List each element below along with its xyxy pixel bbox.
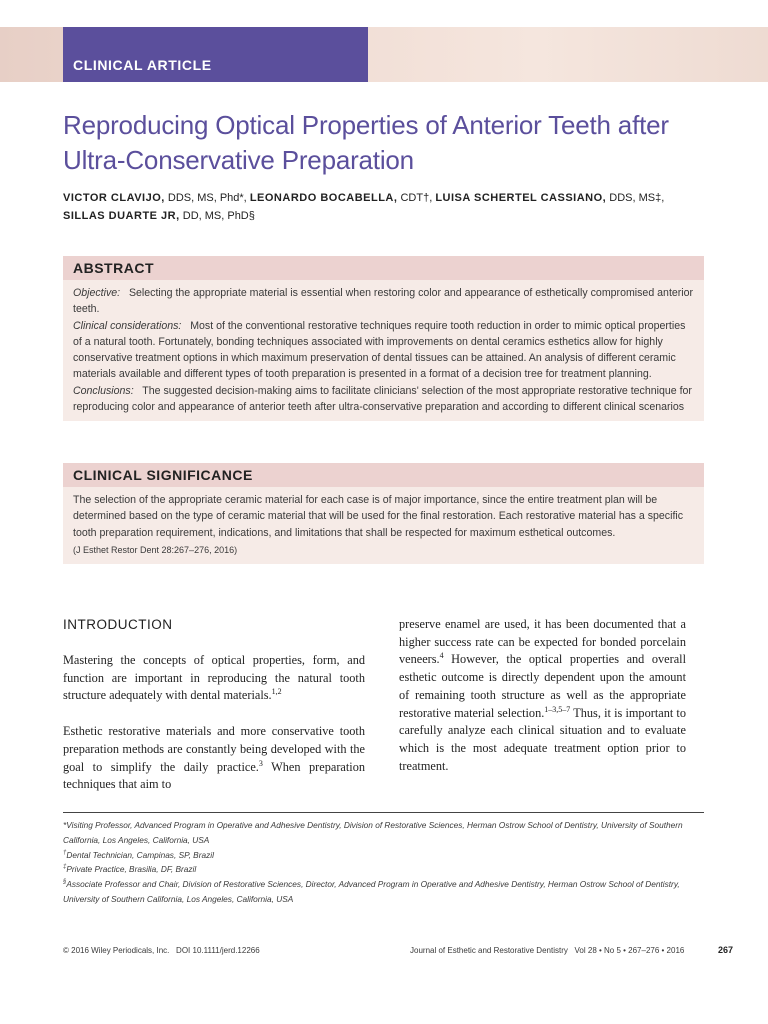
copyright-doi: © 2016 Wiley Periodicals, Inc. DOI 10.1111/jerd.12266 bbox=[63, 946, 260, 955]
intro-text: preserve enamel are used, it has been documented that a higher success rate can be expected for bonded porcelain veneers. bbox=[399, 617, 686, 667]
left-column bbox=[63, 616, 365, 794]
footnote bbox=[63, 848, 704, 863]
intro-paragraph bbox=[399, 616, 686, 775]
author-degrees: DDS, MS‡, bbox=[606, 192, 665, 204]
footnote-text: Dental Technician, Campinas, SP, Brazil bbox=[66, 849, 214, 860]
intro-text: Mastering the concepts of optical properties, form, and function are important in reproducing the natural tooth structure adequately with dental materials. bbox=[63, 653, 365, 703]
page-number: 267 bbox=[718, 945, 734, 955]
significance-heading: CLINICAL SIGNIFICANCE bbox=[63, 463, 704, 487]
author-name: VICTOR CLAVIJO, bbox=[63, 192, 165, 204]
author-name: LEONARDO BOCABELLA, bbox=[249, 192, 398, 204]
abstract-considerations bbox=[73, 318, 694, 383]
footnote-text: Associate Professor and Chair, Division of Restorative Sciences, Director, Advanced Program in Operative and Adhesive Dentistry, Herman Ostrow School of Dentistry, University of Southern California, Los Angeles, California, USA bbox=[63, 879, 680, 904]
considerations-label: Clinical considerations: bbox=[73, 319, 182, 332]
article-title: Reproducing Optical Properties of Anterior Teeth after Ultra-Conservative Preparation bbox=[63, 110, 669, 175]
intro-paragraph bbox=[63, 652, 365, 705]
reference-mark: 4 bbox=[439, 651, 444, 661]
significance-text: The selection of the appropriate ceramic material for each case is of major importance, since the entire treatment plan will be determined based on the type of ceramic material that will be used for the final restoration. Each restorative material has a specific tooth preparation requirement, indications, and limitations that shall be respected for maximum esthetical outcomes. bbox=[73, 494, 684, 539]
footnote bbox=[63, 877, 704, 907]
significance-body bbox=[63, 487, 704, 564]
abstract-body bbox=[63, 280, 704, 421]
citation: (J Esthet Restor Dent 28:267–276, 2016) bbox=[73, 544, 238, 555]
intro-text: When preparation techniques that aim to bbox=[63, 759, 365, 792]
abstract-box bbox=[63, 256, 704, 421]
considerations-text: Most of the conventional restorative techniques require tooth reduction in order to mimic optical properties of a natural tooth. Fortunately, bonding techniques associated with improvements on dental ceramics esthetics allow for highly conservative treatment options in which maximum preservation of dental tissues can be attained. An analysis of different ceramic materials available and different types of tooth preparation is presented in a format of a decision tree for treatment planning. bbox=[73, 319, 686, 381]
footnote bbox=[63, 818, 704, 848]
reference-mark: 1–3,5–7 bbox=[544, 704, 571, 714]
abstract-objective bbox=[73, 285, 694, 318]
intro-text: However, the optical properties and overall esthetic outcome is directly dependent upon the amount of remaining tooth structure as well as the appropriate restorative material selection. bbox=[399, 652, 686, 720]
abstract-conclusions bbox=[73, 383, 694, 416]
footnote-mark: § bbox=[63, 879, 67, 886]
journal-info: Journal of Esthetic and Restorative Dentistry Vol 28 • No 5 • 267–276 • 2016 bbox=[410, 946, 685, 955]
intro-paragraph bbox=[63, 723, 365, 794]
section-tag: CLINICAL ARTICLE bbox=[63, 27, 368, 82]
intro-text: Esthetic restorative materials and more conservative tooth preparation methods are constantly being developed with the goal to simplify the daily practice. bbox=[63, 724, 365, 774]
footnote bbox=[63, 862, 704, 877]
footnote-mark: † bbox=[63, 849, 67, 856]
objective-text: Selecting the appropriate material is essential when restoring color and appearance of esthetically compromised anterior teeth. bbox=[73, 287, 694, 316]
reference-mark: 3 bbox=[258, 758, 263, 768]
right-column bbox=[399, 616, 686, 775]
footnote-text: *Visiting Professor, Advanced Program in Operative and Adhesive Dentistry, Division of Restorative Sciences, Herman Ostrow School of Dentistry, University of Southern California, Los Angeles, California, USA bbox=[63, 820, 683, 845]
author-name: SILLAS DUARTE JR, bbox=[63, 210, 180, 222]
author-list bbox=[63, 189, 703, 225]
conclusions-text: The suggested decision-making aims to facilitate clinicians' selection of the most appropriate restorative technique for reproducing color and appearance of anterior teeth after ultra-conservative preparation and according to different clinical scenarios bbox=[73, 384, 692, 414]
objective-label: Objective: bbox=[73, 287, 121, 299]
abstract-heading: ABSTRACT bbox=[63, 256, 704, 280]
author-degrees: DD, MS, PhD§ bbox=[179, 210, 255, 222]
footnote-mark: ‡ bbox=[63, 864, 67, 871]
reference-mark: 1,2 bbox=[271, 687, 282, 697]
author-name: LUISA SCHERTEL CASSIANO, bbox=[435, 192, 607, 204]
conclusions-label: Conclusions: bbox=[73, 384, 134, 397]
significance-box bbox=[63, 463, 704, 564]
footnote-divider bbox=[63, 812, 704, 813]
intro-text: Thus, it is important to carefully analyze each clinical situation and to evaluate which is the most adequate treatment option prior to treatment. bbox=[399, 705, 686, 773]
author-degrees: CDT†, bbox=[397, 192, 433, 204]
footnote-text: Private Practice, Brasilia, DF, Brazil bbox=[66, 864, 197, 875]
footnotes bbox=[63, 818, 704, 907]
introduction-heading: INTRODUCTION bbox=[63, 617, 173, 632]
author-degrees: DDS, MS, Phd*, bbox=[164, 192, 247, 204]
